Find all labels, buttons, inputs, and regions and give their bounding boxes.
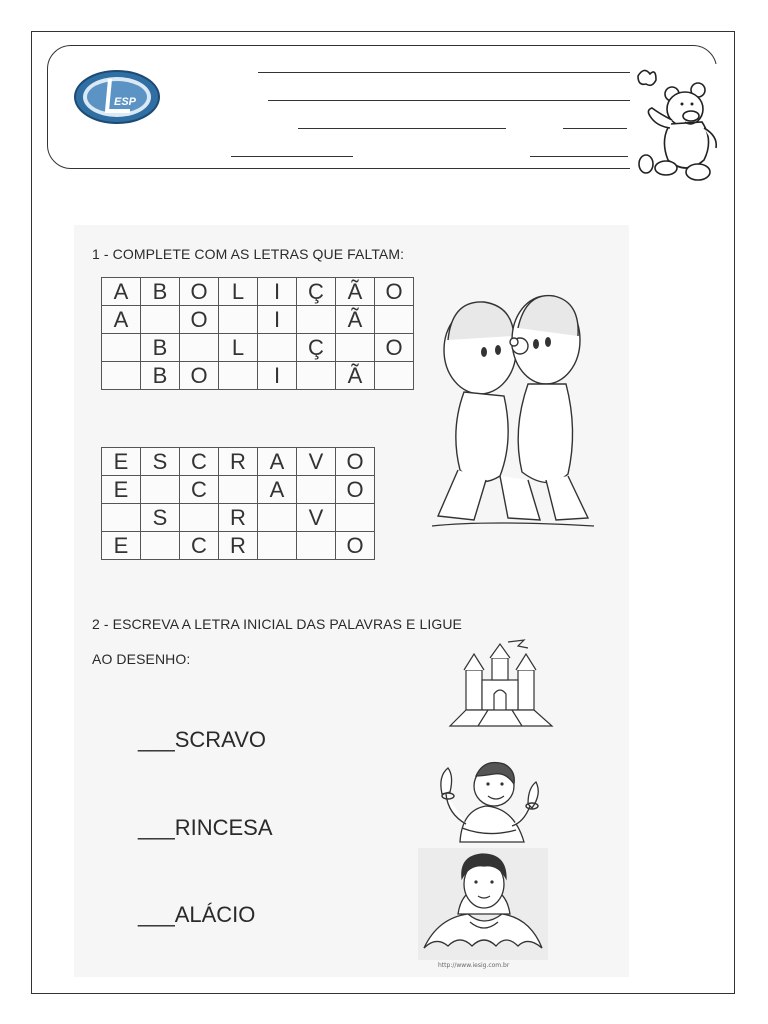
grid-cell[interactable] xyxy=(297,476,336,504)
grid-cell: O xyxy=(180,362,219,390)
grid-cell: O xyxy=(336,476,375,504)
grid-cell: B xyxy=(141,362,180,390)
grid-cell[interactable] xyxy=(219,306,258,334)
bear-illustration xyxy=(630,64,724,186)
grid-cell: A xyxy=(102,278,141,306)
grid-cell: B xyxy=(141,334,180,362)
grid-cell[interactable] xyxy=(141,306,180,334)
school-logo xyxy=(74,69,160,125)
grid-cell[interactable] xyxy=(336,504,375,532)
grid-cell: O xyxy=(336,448,375,476)
grid-cell: O xyxy=(180,278,219,306)
letter-grid-escravo xyxy=(101,447,375,560)
grid-cell: Ç xyxy=(297,334,336,362)
grid-cell: R xyxy=(219,532,258,560)
grid-cell: Ã xyxy=(336,362,375,390)
grid-cell[interactable] xyxy=(180,334,219,362)
grid-cell: Ç xyxy=(297,278,336,306)
grid-cell: O xyxy=(180,306,219,334)
grid-cell: O xyxy=(375,334,414,362)
letter-grid-abolicao xyxy=(101,277,414,390)
grid-row xyxy=(102,476,375,504)
grid-cell[interactable] xyxy=(141,476,180,504)
grid-cell: S xyxy=(141,504,180,532)
grid-cell: Ã xyxy=(336,306,375,334)
grid-cell[interactable] xyxy=(336,334,375,362)
word-escravo: ___SCRAVO xyxy=(138,727,266,752)
grid-row xyxy=(102,362,414,390)
grid-cell: L xyxy=(219,334,258,362)
grid-cell: V xyxy=(297,504,336,532)
grid-cell[interactable] xyxy=(102,504,141,532)
grid-cell[interactable] xyxy=(297,306,336,334)
castle-illustration xyxy=(448,636,554,728)
grid-cell: A xyxy=(258,476,297,504)
grid-cell[interactable] xyxy=(180,504,219,532)
grid-cell: E xyxy=(102,448,141,476)
grid-cell[interactable] xyxy=(258,532,297,560)
grid-cell: R xyxy=(219,504,258,532)
grid-cell: I xyxy=(258,362,297,390)
exercise-2-title: 2 - ESCREVA A LETRA INICIAL DAS PALAVRAS E LIGUE xyxy=(92,616,462,632)
grid-cell[interactable] xyxy=(297,362,336,390)
grid-cell[interactable] xyxy=(297,532,336,560)
header-line xyxy=(563,128,627,129)
word-palacio: ___ALÁCIO xyxy=(138,902,256,927)
grid-cell[interactable] xyxy=(258,504,297,532)
grid-cell: A xyxy=(258,448,297,476)
grid-row xyxy=(102,448,375,476)
grid-cell: O xyxy=(336,532,375,560)
grid-cell[interactable] xyxy=(258,334,297,362)
grid-cell[interactable] xyxy=(102,334,141,362)
exercise-2-title-continued: AO DESENHO: xyxy=(92,651,191,667)
header-line xyxy=(530,156,628,157)
grid-cell: O xyxy=(375,278,414,306)
grid-cell: S xyxy=(141,448,180,476)
grid-cell: I xyxy=(258,278,297,306)
grid-cell[interactable] xyxy=(219,476,258,504)
grid-cell: Ã xyxy=(336,278,375,306)
children-illustration xyxy=(428,280,598,532)
grid-cell: E xyxy=(102,532,141,560)
grid-cell[interactable] xyxy=(141,532,180,560)
header-line xyxy=(268,100,630,101)
header-line xyxy=(231,156,353,157)
word-princesa: ___RINCESA xyxy=(138,815,273,840)
header-line xyxy=(258,72,630,73)
grid-cell: C xyxy=(180,532,219,560)
grid-cell: I xyxy=(258,306,297,334)
grid-row xyxy=(102,532,375,560)
grid-cell[interactable] xyxy=(219,362,258,390)
grid-row xyxy=(102,278,414,306)
grid-cell: C xyxy=(180,476,219,504)
grid-cell: E xyxy=(102,476,141,504)
exercise-1-title: 1 - COMPLETE COM AS LETRAS QUE FALTAM: xyxy=(92,246,405,262)
grid-row xyxy=(102,306,414,334)
princess-illustration xyxy=(418,848,548,960)
grid-cell: R xyxy=(219,448,258,476)
boy-in-chains-illustration xyxy=(432,754,544,846)
grid-cell[interactable] xyxy=(375,306,414,334)
header-line xyxy=(298,128,506,129)
grid-row xyxy=(102,334,414,362)
grid-cell: C xyxy=(180,448,219,476)
grid-cell[interactable] xyxy=(375,362,414,390)
grid-cell: V xyxy=(297,448,336,476)
grid-cell: A xyxy=(102,306,141,334)
image-credit: http://www.iesig.com.br xyxy=(438,962,510,969)
grid-cell: L xyxy=(219,278,258,306)
logo-text: ESP xyxy=(114,96,137,108)
grid-row xyxy=(102,504,375,532)
grid-cell[interactable] xyxy=(102,362,141,390)
grid-cell: B xyxy=(141,278,180,306)
